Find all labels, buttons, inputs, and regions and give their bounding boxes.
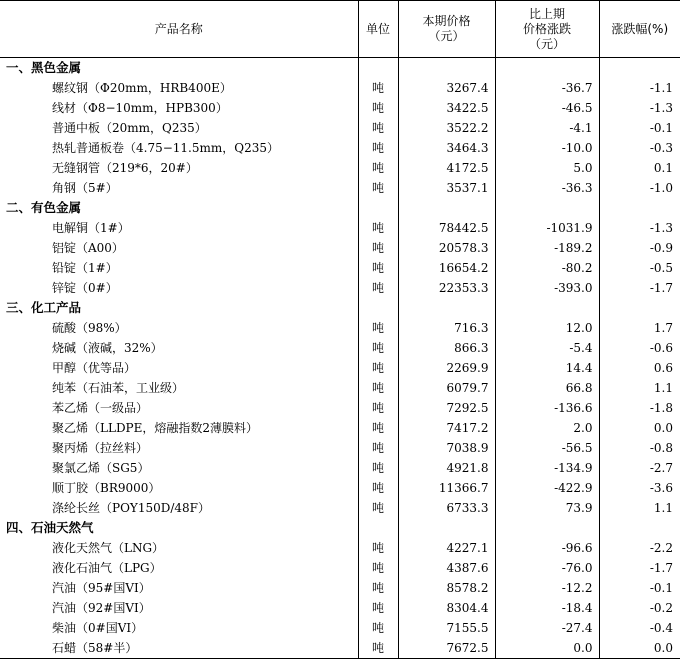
table-row	[0, 238, 680, 258]
change-percent-cell: 0.1	[599, 158, 680, 178]
change-percent-cell: 1.7	[599, 318, 680, 338]
unit-cell: 吨	[358, 638, 398, 659]
current-price-cell: 22353.3	[398, 278, 495, 298]
current-price-cell: 6733.3	[398, 498, 495, 518]
current-price-cell: 716.3	[398, 318, 495, 338]
change-percent-cell: -1.1	[599, 78, 680, 98]
section-title: 三、化工产品	[6, 300, 82, 315]
price-change-cell: -56.5	[495, 438, 599, 458]
unit-cell: 吨	[358, 138, 398, 158]
current-price-cell: 7292.5	[398, 398, 495, 418]
price-change-cell: -46.5	[495, 98, 599, 118]
table-row	[0, 378, 680, 398]
table-row	[0, 638, 680, 659]
price-change-cell: -10.0	[495, 138, 599, 158]
product-name-cell: 汽油（95#国VI）	[52, 581, 151, 595]
current-price-cell: 7417.2	[398, 418, 495, 438]
unit-cell: 吨	[358, 438, 398, 458]
change-percent-cell: 1.1	[599, 498, 680, 518]
section-header-row	[0, 518, 680, 538]
price-change-cell: -12.2	[495, 578, 599, 598]
price-change-cell: -36.7	[495, 78, 599, 98]
section-header-row	[0, 298, 680, 318]
unit-cell: 吨	[358, 418, 398, 438]
change-percent-cell: -2.7	[599, 458, 680, 478]
unit-cell: 吨	[358, 78, 398, 98]
change-percent-cell: -0.5	[599, 258, 680, 278]
unit-cell: 吨	[358, 158, 398, 178]
section-title: 一、黑色金属	[6, 60, 82, 75]
product-name-cell: 聚乙烯（LLDPE，熔融指数2薄膜料）	[52, 421, 259, 435]
current-price-cell: 3522.2	[398, 118, 495, 138]
change-percent-cell: -1.3	[599, 218, 680, 238]
change-percent-cell: -0.2	[599, 598, 680, 618]
change-percent-cell: -1.8	[599, 398, 680, 418]
price-change-cell: -5.4	[495, 338, 599, 358]
product-name-cell: 汽油（92#国VI）	[52, 601, 151, 615]
table-row	[0, 258, 680, 278]
current-price-cell: 78442.5	[398, 218, 495, 238]
change-percent-cell: -1.3	[599, 98, 680, 118]
table-row	[0, 178, 680, 198]
change-percent-cell: -2.2	[599, 538, 680, 558]
unit-cell: 吨	[358, 118, 398, 138]
current-price-cell: 16654.2	[398, 258, 495, 278]
current-price-cell: 3267.4	[398, 78, 495, 98]
product-name-cell: 苯乙烯（一级品）	[52, 401, 149, 415]
price-change-cell: 0.0	[495, 638, 599, 659]
table-row	[0, 358, 680, 378]
product-name-cell: 热轧普通板卷（4.75−11.5mm，Q235）	[52, 141, 279, 155]
price-change-cell: -422.9	[495, 478, 599, 498]
empty-cell	[358, 198, 398, 218]
header-unit: 单位	[358, 1, 398, 58]
empty-cell	[495, 198, 599, 218]
unit-cell: 吨	[358, 458, 398, 478]
price-change-cell: -1031.9	[495, 218, 599, 238]
current-price-cell: 4172.5	[398, 158, 495, 178]
price-change-cell: -18.4	[495, 598, 599, 618]
product-name-cell: 液化天然气（LNG）	[52, 541, 165, 555]
change-percent-cell: -1.7	[599, 558, 680, 578]
price-change-cell: 14.4	[495, 358, 599, 378]
product-name-cell: 角钢（5#）	[52, 181, 118, 195]
empty-cell	[495, 298, 599, 318]
unit-cell: 吨	[358, 338, 398, 358]
header-current-price: 本期价格 （元）	[398, 1, 495, 58]
product-name-cell: 顺丁胶（BR9000）	[52, 481, 161, 495]
product-name-cell: 线材（Φ8−10mm，HPB300）	[52, 101, 228, 115]
section-header-row	[0, 58, 680, 79]
unit-cell: 吨	[358, 238, 398, 258]
section-title: 二、有色金属	[6, 200, 82, 215]
product-name-cell: 纯苯（石油苯，工业级）	[52, 381, 185, 395]
product-name-cell: 普通中板（20mm，Q235）	[52, 121, 207, 135]
unit-cell: 吨	[358, 598, 398, 618]
current-price-cell: 2269.9	[398, 358, 495, 378]
unit-cell: 吨	[358, 358, 398, 378]
price-change-cell: -134.9	[495, 458, 599, 478]
price-change-cell: -189.2	[495, 238, 599, 258]
current-price-cell: 8304.4	[398, 598, 495, 618]
section-header-row	[0, 198, 680, 218]
unit-cell: 吨	[358, 538, 398, 558]
price-change-cell: 73.9	[495, 498, 599, 518]
empty-cell	[358, 518, 398, 538]
price-change-cell: 66.8	[495, 378, 599, 398]
price-change-cell: 12.0	[495, 318, 599, 338]
price-change-cell: -80.2	[495, 258, 599, 278]
change-percent-cell: -0.1	[599, 118, 680, 138]
current-price-cell: 7155.5	[398, 618, 495, 638]
product-name-cell: 无缝钢管（219*6，20#）	[52, 161, 198, 175]
table-row	[0, 338, 680, 358]
header-product-name: 产品名称	[0, 1, 358, 58]
change-percent-cell: -1.7	[599, 278, 680, 298]
product-name-cell: 石蜡（58#半）	[0, 638, 358, 659]
table-body	[0, 58, 680, 659]
empty-cell	[599, 298, 680, 318]
empty-cell	[398, 518, 495, 538]
current-price-cell: 11366.7	[398, 478, 495, 498]
table-row	[0, 598, 680, 618]
product-name-cell: 烧碱（液碱，32%）	[52, 341, 163, 355]
unit-cell: 吨	[358, 178, 398, 198]
empty-cell	[398, 198, 495, 218]
product-name-cell: 聚氯乙烯（SG5）	[52, 461, 150, 475]
product-name-cell: 电解铜（1#）	[52, 221, 130, 235]
current-price-cell: 7038.9	[398, 438, 495, 458]
unit-cell: 吨	[358, 218, 398, 238]
empty-cell	[495, 58, 599, 79]
current-price-cell: 4921.8	[398, 458, 495, 478]
table-row	[0, 318, 680, 338]
table-row	[0, 278, 680, 298]
product-name-cell: 柴油（0#国VI）	[52, 621, 144, 635]
empty-cell	[599, 518, 680, 538]
change-percent-cell: -0.8	[599, 438, 680, 458]
product-name-cell: 铅锭（1#）	[52, 261, 118, 275]
empty-cell	[398, 298, 495, 318]
change-percent-cell: -0.1	[599, 578, 680, 598]
current-price-cell: 3464.3	[398, 138, 495, 158]
table-row	[0, 418, 680, 438]
current-price-cell: 4227.1	[398, 538, 495, 558]
empty-cell	[495, 518, 599, 538]
unit-cell: 吨	[358, 398, 398, 418]
empty-cell	[358, 298, 398, 318]
table-row	[0, 458, 680, 478]
table-row	[0, 138, 680, 158]
table-row	[0, 498, 680, 518]
price-change-cell: 5.0	[495, 158, 599, 178]
table-row	[0, 438, 680, 458]
change-percent-cell: 0.0	[599, 418, 680, 438]
current-price-cell: 4387.6	[398, 558, 495, 578]
section-title: 四、石油天然气	[6, 520, 94, 535]
price-change-cell: -36.3	[495, 178, 599, 198]
product-name-cell: 涤纶长丝（POY150D/48F）	[52, 501, 210, 515]
unit-cell: 吨	[358, 478, 398, 498]
product-name-cell: 螺纹钢（Φ20mm，HRB400E）	[52, 81, 232, 95]
unit-cell: 吨	[358, 318, 398, 338]
change-percent-cell: -0.4	[599, 618, 680, 638]
price-change-cell: -393.0	[495, 278, 599, 298]
empty-cell	[599, 198, 680, 218]
unit-cell: 吨	[358, 498, 398, 518]
price-change-cell: -4.1	[495, 118, 599, 138]
change-percent-cell: -0.3	[599, 138, 680, 158]
table-row	[0, 218, 680, 238]
current-price-cell: 7672.5	[398, 638, 495, 659]
change-percent-cell: -0.6	[599, 338, 680, 358]
product-name-cell: 聚丙烯（拉丝料）	[52, 441, 149, 455]
change-percent-cell: 0.6	[599, 358, 680, 378]
price-change-cell: -136.6	[495, 398, 599, 418]
table-row	[0, 158, 680, 178]
table-row	[0, 618, 680, 638]
empty-cell	[358, 58, 398, 79]
table-header	[0, 1, 680, 58]
current-price-cell: 866.3	[398, 338, 495, 358]
table-row	[0, 398, 680, 418]
header-price-change: 比上期 价格涨跌 （元）	[495, 1, 599, 58]
current-price-cell: 20578.3	[398, 238, 495, 258]
product-name-cell: 甲醇（优等品）	[52, 361, 137, 375]
product-name-cell: 铝锭（A00）	[52, 241, 124, 255]
change-percent-cell: -1.0	[599, 178, 680, 198]
unit-cell: 吨	[358, 378, 398, 398]
change-percent-cell: -3.6	[599, 478, 680, 498]
unit-cell: 吨	[358, 278, 398, 298]
current-price-cell: 6079.7	[398, 378, 495, 398]
unit-cell: 吨	[358, 578, 398, 598]
product-name-cell: 液化石油气（LPG）	[52, 561, 162, 575]
unit-cell: 吨	[358, 558, 398, 578]
table-row	[0, 478, 680, 498]
current-price-cell: 3537.1	[398, 178, 495, 198]
table-row	[0, 98, 680, 118]
price-change-cell: -76.0	[495, 558, 599, 578]
table-row	[0, 538, 680, 558]
table-row	[0, 78, 680, 98]
unit-cell: 吨	[358, 258, 398, 278]
header-change-percent: 涨跌幅(%)	[599, 1, 680, 58]
table-row	[0, 578, 680, 598]
change-percent-cell: -0.9	[599, 238, 680, 258]
unit-cell: 吨	[358, 618, 398, 638]
price-change-cell: -27.4	[495, 618, 599, 638]
price-change-cell: 2.0	[495, 418, 599, 438]
empty-cell	[398, 58, 495, 79]
table-row	[0, 118, 680, 138]
current-price-cell: 8578.2	[398, 578, 495, 598]
table-row	[0, 558, 680, 578]
change-percent-cell: 0.0	[599, 638, 680, 659]
unit-cell: 吨	[358, 98, 398, 118]
change-percent-cell: 1.1	[599, 378, 680, 398]
product-name-cell: 硫酸（98%）	[52, 321, 127, 335]
current-price-cell: 3422.5	[398, 98, 495, 118]
empty-cell	[599, 58, 680, 79]
product-name-cell: 锌锭（0#）	[52, 281, 118, 295]
price-change-cell: -96.6	[495, 538, 599, 558]
